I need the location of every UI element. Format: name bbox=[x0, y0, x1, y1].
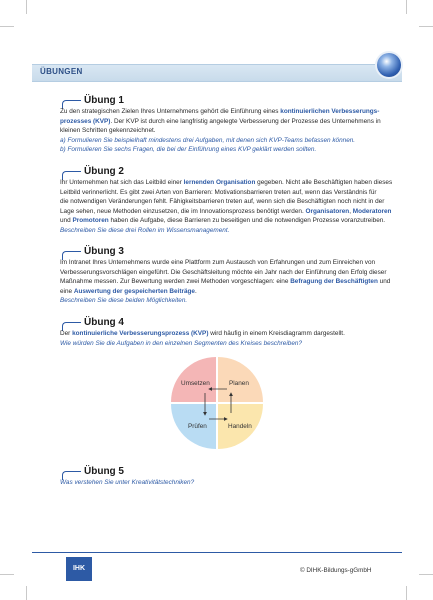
text: Maßnahme messen. Zur Bewertung werden zwei Methoden vorgeschlagen: eine bbox=[60, 278, 291, 286]
text: Leitbild verinnerlicht. Es gibt zwei Arten von Barrieren: Motivationsbarrieren treten auf, wenn das Verständnis für bbox=[60, 188, 377, 196]
copyright: © DIHK-Bildungs-gGmbH bbox=[300, 567, 372, 574]
crop-mark bbox=[26, 586, 27, 600]
label-planen: Planen bbox=[229, 380, 249, 387]
highlight-term: Befragung der Beschäftigten bbox=[290, 278, 378, 286]
text: wird häufig in einem Kreisdiagramm dargestellt. bbox=[208, 330, 345, 337]
crop-mark bbox=[406, 586, 407, 600]
text: und bbox=[60, 217, 73, 225]
kvp-cycle-diagram bbox=[171, 357, 263, 449]
highlight-term: Auswertung der gespeicherten Beiträge bbox=[73, 287, 195, 295]
text: haben die Aufgabe, diese Barrieren zu beseitigen und die notwendigen Prozesse voranzutreiben. bbox=[108, 217, 386, 225]
label-umsetzen: Umsetzen bbox=[181, 380, 210, 387]
highlight-term: prozesses (KVP) bbox=[60, 117, 111, 125]
text: . bbox=[194, 287, 197, 295]
text: Zu den strategischen Zielen Ihres Unternehmens gehört die Einführung eines bbox=[60, 108, 281, 115]
exercise-title: Übung 5 bbox=[84, 466, 124, 477]
highlight-term: kontinuierliche Verbesserungsprozess (KVP) bbox=[72, 330, 209, 337]
exercise-title: Übung 3 bbox=[84, 246, 124, 257]
text: und bbox=[377, 278, 391, 286]
crop-mark bbox=[0, 574, 14, 575]
text: die notwendigen Veränderungen fehlt. Fähigkeitsbarrieren treten auf, wenn sich die Beschäftigten noch nicht in der bbox=[60, 198, 385, 206]
text: eine bbox=[60, 287, 74, 295]
exercise-3-body bbox=[60, 258, 405, 306]
exercise-title: Übung 1 bbox=[84, 95, 124, 106]
task: Beschreiben Sie diese drei Rollen im Wissensmanagement. bbox=[60, 226, 230, 234]
task: Beschreiben Sie diese beiden Möglichkeiten. bbox=[60, 297, 188, 305]
section-title: ÜBUNGEN bbox=[40, 67, 83, 76]
label-pruefen: Prüfen bbox=[188, 423, 207, 430]
exercise-title: Übung 4 bbox=[84, 317, 124, 328]
task-b: b) Formulieren Sie sechs Fragen, die bei der Einführung eines KVP geklärt werden sollten. bbox=[60, 146, 317, 154]
section-header bbox=[32, 64, 402, 82]
task: Was verstehen Sie unter Kreativitätstechniken? bbox=[60, 479, 195, 486]
text: . Der KVP ist durch eine langfristig angelegte Verbesserung der Prozesse des Unternehmens in bbox=[110, 117, 381, 125]
highlight-term: Promotoren bbox=[72, 217, 109, 225]
task: Wie würden Sie die Aufgaben in den einzelnen Segmenten des Kreises beschreiben? bbox=[60, 339, 302, 347]
decorative-orb-icon bbox=[377, 53, 401, 77]
crop-mark bbox=[0, 26, 14, 27]
text: Der bbox=[60, 330, 73, 337]
cycle-arrows-icon bbox=[171, 357, 263, 449]
crop-mark bbox=[406, 0, 407, 14]
text: kleinen Schritten gekennzeichnet. bbox=[60, 127, 156, 135]
exercise-1-body bbox=[60, 107, 405, 155]
exercise-5-body bbox=[60, 478, 405, 488]
task-a: a) Formulieren Sie beispielhaft mindestens drei Aufgaben, mit denen sich KVP-Teams befassen können. bbox=[60, 136, 356, 144]
crop-mark bbox=[26, 0, 27, 14]
highlight-term: kontinuierlichen Verbesserungs- bbox=[280, 108, 380, 115]
footer-divider bbox=[32, 552, 402, 553]
text: gegeben. Nicht alle Beschäftigten haben dieses bbox=[255, 179, 393, 186]
highlight-term: Organisatoren bbox=[305, 207, 350, 215]
crop-mark bbox=[419, 26, 433, 27]
label-handeln: Handeln bbox=[228, 423, 252, 430]
text: Verbesserungsvorschlägen eingeführt. Die Geschäftsleitung möchte ein Jahr nach der Einführung den Erfolg dieser bbox=[60, 268, 387, 276]
text: Im Intranet Ihres Unternehmens wurde eine Plattform zum Austausch von Erfahrungen und zum Einreichen von bbox=[60, 259, 376, 266]
text: Lage sehen, neue Methoden einzusetzen, die im Innovationsprozess benötigt werden. bbox=[60, 207, 306, 215]
text: Ihr Unternehmen hat sich das Leitbild einer bbox=[60, 179, 184, 186]
exercise-title: Übung 2 bbox=[84, 166, 124, 177]
highlight-term: lernenden Organisation bbox=[183, 179, 256, 186]
crop-mark bbox=[419, 574, 433, 575]
text: , bbox=[349, 207, 353, 215]
highlight-term: Moderatoren bbox=[352, 207, 392, 215]
exercise-2-body bbox=[60, 178, 405, 236]
ihk-logo: IHK bbox=[66, 557, 92, 581]
exercise-4-body bbox=[60, 329, 405, 348]
